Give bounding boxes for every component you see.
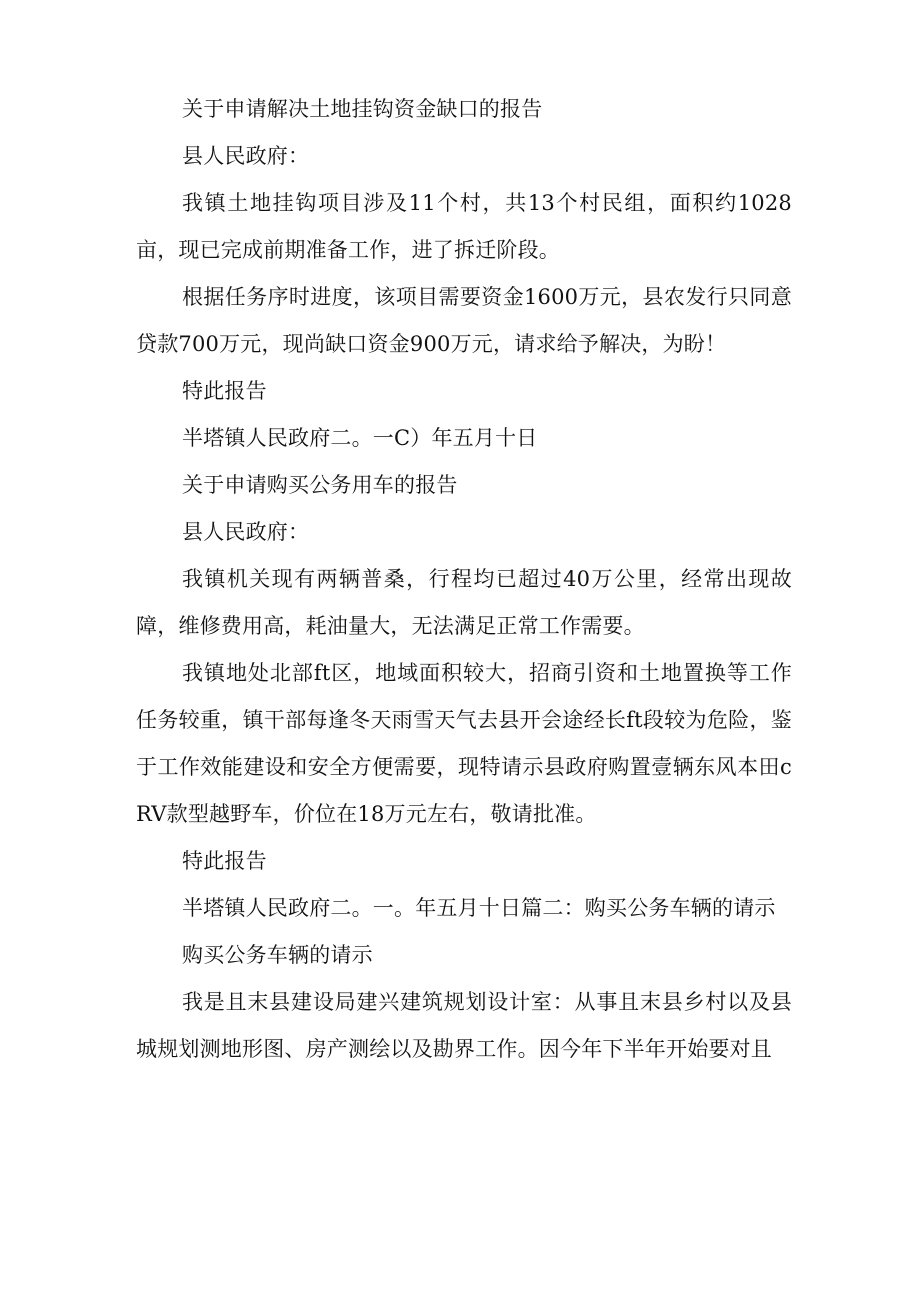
signature-date-1: 半塔镇人民政府二。一C）年五月十日 <box>182 426 538 450</box>
report-title-3: 购买公务车辆的请示 <box>182 943 373 967</box>
body-paragraph-4: 我镇地处北部ft区，地域面积较大，招商引资和土地置换等工作任务较重，镇干部每逢冬天雨雪天气去县开会途经长ft段较为危险，鉴于工作效能建设和安全方便需要，现特请示县政府购置壹辆东风本田cRV款型越野车，价位在18万元左右，敬请批准。 <box>136 661 792 826</box>
body-paragraph-1: 我镇土地挂钩项目涉及11个村，共13个村民组，面积约1028亩，现已完成前期准备工作，进了拆迁阶段。 <box>136 191 792 262</box>
body-paragraph-5: 我是且末县建设局建兴建筑规划设计室：从事且末县乡村以及县城规划测地形图、房产测绘以及勘界工作。因今年下半年开始要对且 <box>136 990 792 1061</box>
salutation-1: 县人民政府： <box>182 144 310 168</box>
body-paragraph-3: 我镇机关现有两辆普桑，行程均已超过40万公里，经常出现故障，维修费用高，耗油量大，无法满足正常工作需要。 <box>136 567 792 638</box>
signature-date-2: 半塔镇人民政府二。一。年五月十日篇二：购买公务车辆的请示 <box>182 896 776 920</box>
body-paragraph-2: 根据任务序时进度，该项目需要资金1600万元，县农发行只同意贷款700万元，现尚缺口资金900万元，请求给予解决，为盼！ <box>136 285 792 356</box>
closing-1: 特此报告 <box>182 379 267 403</box>
closing-2: 特此报告 <box>182 849 267 873</box>
report-title-2: 关于申请购买公务用车的报告 <box>182 473 458 497</box>
report-title-1: 关于申请解决土地挂钩资金缺口的报告 <box>182 97 543 121</box>
salutation-2: 县人民政府： <box>182 520 310 544</box>
